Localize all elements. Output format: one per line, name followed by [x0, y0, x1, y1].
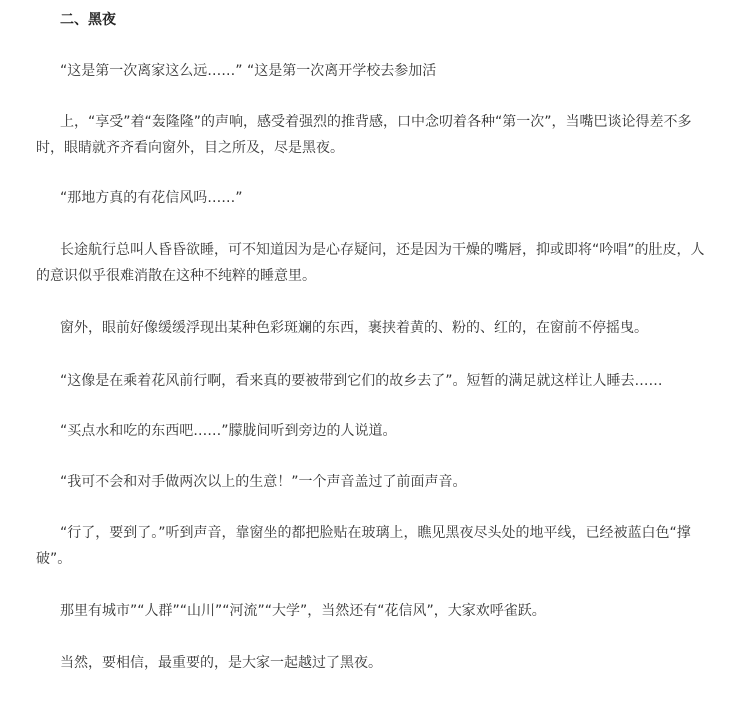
- paragraph-6: “这像是在乘着花风前行啊，看来真的要被带到它们的故乡去了”。短暂的满足就这样让人睡去……: [60, 373, 663, 389]
- paragraph-8: “我可不会和对手做两次以上的生意！”一个声音盖过了前面声音。: [60, 474, 467, 490]
- paragraph-7: “买点水和吃的东西吧……”朦胧间听到旁边的人说道。: [60, 423, 397, 439]
- paragraph-10: 那里有城市”“人群”“山川”“河流”“大学”，当然还有“花信风”，大家欢呼雀跃。: [60, 603, 546, 619]
- paragraph-1: “这是第一次离家这么远……” “这是第一次离开学校去参加活: [60, 63, 437, 79]
- paragraph-2: 上，“享受”着“轰隆隆”的声响，感受着强烈的推背感，口中念叨着各种“第一次”，当嘴巴谈论得差不多时，眼睛就齐齐看向窗外，目之所及，尽是黑夜。: [36, 114, 692, 156]
- paragraph-11: 当然，要相信，最重要的，是大家一起越过了黑夜。: [60, 655, 382, 671]
- paragraph-3: “那地方真的有花信风吗……”: [60, 190, 243, 206]
- paragraph-5: 窗外，眼前好像缓缓浮现出某种色彩斑斓的东西，裹挟着黄的、粉的、红的，在窗前不停摇曳。: [60, 320, 648, 336]
- paragraph-4: 长途航行总叫人昏昏欲睡，可不知道因为是心存疑问，还是因为干燥的嘴唇，抑或即将“吟唱”的肚皮，人的意识似乎很难消散在这种不纯粹的睡意里。: [36, 242, 705, 284]
- paragraph-9: “行了，要到了。”听到声音，靠窗坐的都把脸贴在玻璃上，瞧见黑夜尽头处的地平线，已经被蓝白色“撑破”。: [36, 525, 691, 567]
- section-heading: 二、黑夜: [60, 12, 116, 28]
